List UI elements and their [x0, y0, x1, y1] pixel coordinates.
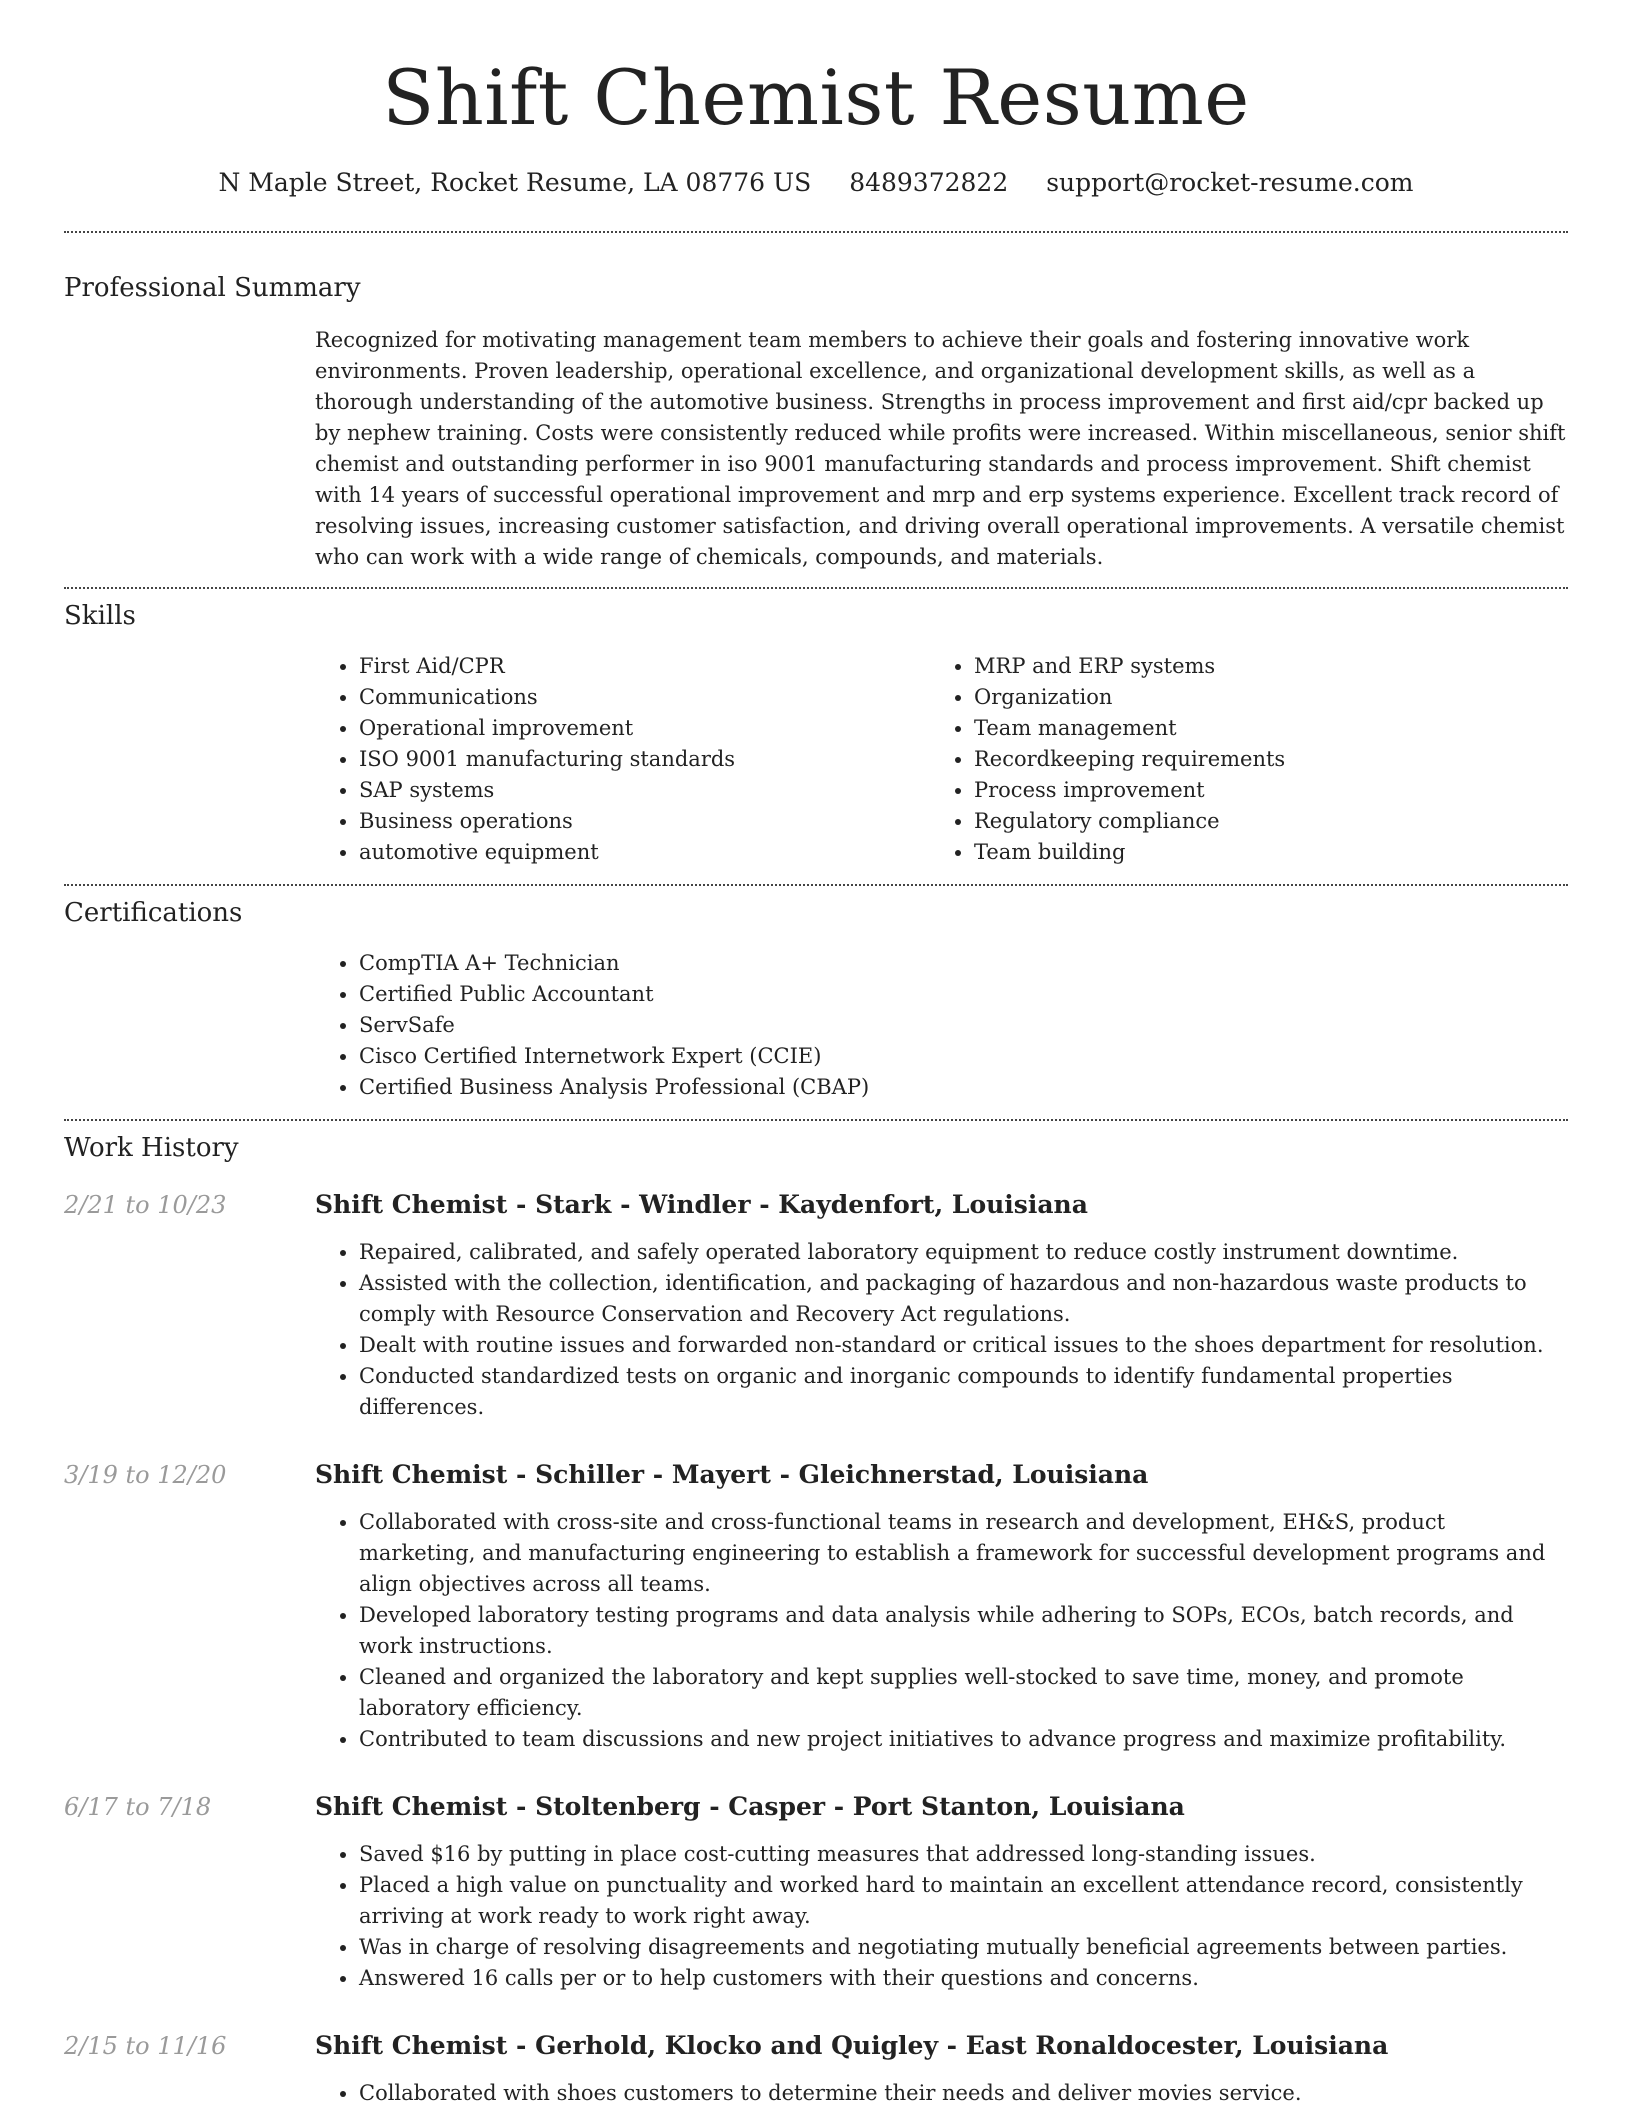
- contact-line: [64, 168, 1568, 197]
- job-entry: [64, 2030, 1568, 2109]
- job-bullets: [315, 1507, 1568, 1755]
- job-bullets: [315, 1839, 1568, 1994]
- job-date: 2/21 to 10/23: [64, 1191, 227, 1219]
- resume-title: Shift Chemist Resume: [382, 53, 1250, 142]
- job-body: [315, 1791, 1568, 1994]
- skill-item: • Process improvement: [974, 775, 1545, 806]
- certifications-section: [64, 886, 1568, 1119]
- job-bullet: • Collaborated with shoes customers to determine their needs and deliver movies service.: [359, 2078, 1568, 2109]
- summary-text: Recognized for motivating management team members to achieve their goals and fostering innovative work environments. Proven leadership, operational excellence, and organizational development skills, as well as a thorough understanding of the automotive business. Strengths in process improvement and first aid/cpr backed up by nephew training. Costs were consistently reduced while profits were increased. Within miscellaneous, senior shift chemist and outstanding performer in iso 9001 manufacturing standards and process improvement. Shift chemist with 14 years of successful operational improvement and mrp and erp systems experience. Excellent track record of resolving issues, increasing customer satisfaction, and driving overall operational improvements. A versatile chemist who can work with a wide range of chemicals, compounds, and materials.: [315, 328, 1566, 569]
- certifications-list: [315, 948, 1568, 1103]
- job-bullet: • Developed laboratory testing programs and data analysis while adhering to SOPs, ECOs, batch records, and work instructions.: [359, 1600, 1568, 1662]
- summary-heading: Professional Summary: [64, 273, 361, 303]
- skill-item: • Team building: [974, 837, 1545, 868]
- skill-item: • Team management: [974, 713, 1545, 744]
- skills-section: [64, 589, 1568, 884]
- job-date: 2/15 to 11/16: [64, 2032, 227, 2060]
- skill-item: • Regulatory compliance: [974, 806, 1545, 837]
- skills-column-right: [930, 651, 1545, 868]
- skill-item: • MRP and ERP systems: [974, 651, 1545, 682]
- certification-item: • ServSafe: [359, 1010, 1568, 1041]
- skill-item: • SAP systems: [359, 775, 930, 806]
- skills-column-left: [315, 651, 930, 868]
- job-bullet: • Placed a high value on punctuality and worked hard to maintain an excellent attendance record, consistently arriving at work ready to work right away.: [359, 1870, 1568, 1932]
- job-entry: [64, 1791, 1568, 1994]
- skill-item: • First Aid/CPR: [359, 651, 930, 682]
- skills-heading: Skills: [64, 601, 136, 631]
- skill-item: • ISO 9001 manufacturing standards: [359, 744, 930, 775]
- job-title: Shift Chemist - Stoltenberg - Casper - Port Stanton, Louisiana: [315, 1792, 1185, 1821]
- job-entry: [64, 1459, 1568, 1755]
- contact-phone: 8489372822: [849, 168, 1009, 197]
- work-history-section: [64, 1121, 1568, 2109]
- job-bullet: • Repaired, calibrated, and safely operated laboratory equipment to reduce costly instrument downtime.: [359, 1237, 1568, 1268]
- job-date: 6/17 to 7/18: [64, 1793, 212, 1821]
- certification-item: • Certified Public Accountant: [359, 979, 1568, 1010]
- job-bullet: • Conducted standardized tests on organic and inorganic compounds to identify fundamental properties differences.: [359, 1361, 1568, 1423]
- job-bullet: • Contributed to team discussions and new project initiatives to advance progress and maximize profitability.: [359, 1724, 1568, 1755]
- skills-list-left: [315, 651, 930, 868]
- contact-address: N Maple Street, Rocket Resume, LA 08776 US: [218, 168, 812, 197]
- certifications-content: [315, 948, 1568, 1103]
- job-bullet: • Collaborated with cross-site and cross-functional teams in research and development, EH&S, product marketing, and manufacturing engineering to establish a framework for successful development programs and align objectives across all teams.: [359, 1507, 1568, 1600]
- job-bullet: • Answered 16 calls per or to help customers with their questions and concerns.: [359, 1963, 1568, 1994]
- skill-item: • Organization: [974, 682, 1545, 713]
- contact-email: support@rocket-resume.com: [1046, 168, 1414, 197]
- job-bullet: • Dealt with routine issues and forwarded non-standard or critical issues to the shoes department for resolution.: [359, 1330, 1568, 1361]
- skills-list-right: [930, 651, 1545, 868]
- certification-item: • Certified Business Analysis Professional (CBAP): [359, 1072, 1568, 1103]
- skill-item: • Business operations: [359, 806, 930, 837]
- job-entry: [64, 1189, 1568, 1423]
- work-history-heading: Work History: [64, 1133, 239, 1163]
- job-title: Shift Chemist - Gerhold, Klocko and Quigley - East Ronaldocester, Louisiana: [315, 2031, 1389, 2060]
- certifications-heading: Certifications: [64, 898, 243, 928]
- job-date: 3/19 to 12/20: [64, 1461, 227, 1489]
- summary-content: [315, 325, 1568, 573]
- job-body: [315, 1189, 1568, 1423]
- skill-item: • Operational improvement: [359, 713, 930, 744]
- job-bullet: • Cleaned and organized the laboratory and kept supplies well-stocked to save time, money, and promote laboratory efficiency.: [359, 1662, 1568, 1724]
- job-body: [315, 2030, 1568, 2109]
- job-bullet: • Saved $16 by putting in place cost-cutting measures that addressed long-standing issues.: [359, 1839, 1568, 1870]
- certification-item: • CompTIA A+ Technician: [359, 948, 1568, 979]
- job-bullets: [315, 2078, 1568, 2109]
- skills-content: [315, 651, 1568, 868]
- job-title: Shift Chemist - Schiller - Mayert - Gleichnerstad, Louisiana: [315, 1460, 1149, 1489]
- job-bullet: • Was in charge of resolving disagreements and negotiating mutually beneficial agreements between parties.: [359, 1932, 1568, 1963]
- skill-item: • Communications: [359, 682, 930, 713]
- job-body: [315, 1459, 1568, 1755]
- certification-item: • Cisco Certified Internetwork Expert (CCIE): [359, 1041, 1568, 1072]
- job-bullets: [315, 1237, 1568, 1423]
- summary-section: [64, 233, 1568, 587]
- job-title: Shift Chemist - Stark - Windler - Kaydenfort, Louisiana: [315, 1190, 1088, 1219]
- skill-item: • Recordkeeping requirements: [974, 744, 1545, 775]
- skill-item: • automotive equipment: [359, 837, 930, 868]
- job-bullet: • Assisted with the collection, identification, and packaging of hazardous and non-hazardous waste products to comply with Resource Conservation and Recovery Act regulations.: [359, 1268, 1568, 1330]
